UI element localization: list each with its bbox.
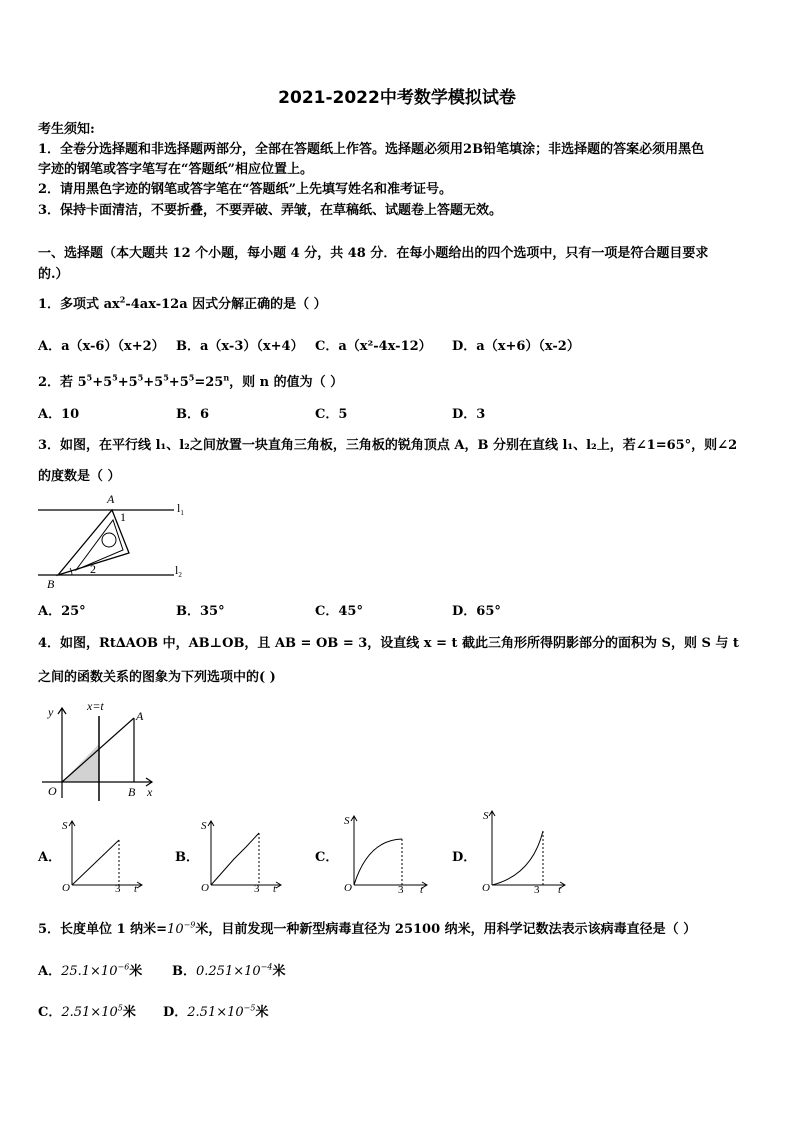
q5-option-b: B．$0.251\times 10^{-4}$米 [172,962,286,979]
section-heading-line1: 一、选择题（本大题共 12 个小题，每小题 4 分，共 48 分．在每小题给出的四个选项中，只有一项是符合题目要求 [38,246,709,261]
q3-line-l2: $l_2$ [175,563,182,579]
q4-option-a-graph [58,815,148,895]
q2-option-c: C．5 [315,407,348,422]
question-4-stem-line1: 4．如图，Rt∆AOB 中，AB⊥OB，且 AB = OB = 3，设直线 x = t 截此三角形所得阴影部分的面积为 S，则 S 与 t [38,636,739,651]
svg-text:3: 3 [398,884,404,896]
svg-text:x=t: x=t [87,699,104,713]
q4-option-c-label: C． [315,850,339,865]
question-2-stem: 2．若 $5^5+5^5+5^5+5^5+5^5=25^n$，则 n 的值为（ ） [38,372,344,390]
q5-option-c: C．$2.51\times 10^5$米 [38,1003,136,1020]
section-heading-line2: 的.） [38,267,69,282]
q5-option-d: D．$2.51\times 10^{-5}$米 [163,1003,269,1020]
notice-line-1: 1．全卷分选择题和非选择题两部分，全部在答题纸上作答。选择题必须用2B铅笔填涂；非选择题的答案必须用黑色 [38,142,705,157]
q2-option-a: A．10 [38,407,80,422]
q3-angle-2: 2 [90,562,96,576]
page-title: 2021-2022中考数学模拟试卷 [278,88,516,108]
q3-point-b: B [47,577,55,591]
q3-figure [36,490,196,590]
svg-text:x: x [147,785,153,799]
svg-text:t: t [273,883,277,895]
q3-option-c: C．45° [315,604,363,619]
q4-option-b-label: B． [175,850,199,865]
svg-text:O: O [482,882,490,894]
svg-text:A: A [136,709,144,723]
notice-line-2: 字迹的钢笔或答字笔写在“答题纸”相应位置上。 [38,162,313,177]
svg-text:y: y [48,705,54,719]
question-4-stem-line2: 之间的函数关系的图象为下列选项中的( ) [38,670,276,685]
q3-angle-1: 1 [120,510,126,524]
svg-text:S: S [201,820,207,832]
svg-text:S: S [344,815,350,827]
question-3-stem-line1: 3．如图，在平行线 l₁、l₂之间放置一块直角三角板，三角板的锐角顶点 A，B 分别在直线 l₁、l₂上，若∠1=65°，则∠2 [38,438,738,453]
notice-line-4: 3．保持卡面清洁，不要折叠，不要弄破、弄皱，在草稿纸、试题卷上答题无效。 [38,203,503,218]
svg-text:3: 3 [115,883,121,895]
svg-text:O: O [344,882,352,894]
q4-option-c-graph [338,810,433,895]
svg-text:3: 3 [254,883,260,895]
q3-point-a: A [107,492,115,506]
q2-option-b: B．6 [176,407,210,422]
q5-option-a: A．$25.1\times 10^{-6}$米 [38,962,143,979]
q4-option-d-graph [476,805,571,895]
q1-option-d: D．a（x+6）（x-2） [452,339,580,354]
svg-text:t: t [134,883,138,895]
notice-heading: 考生须知: [38,122,95,137]
q2-option-d: D．3 [452,407,486,422]
svg-text:S: S [483,810,489,822]
q1-option-b: B．a（x-3）（x+4） [176,339,304,354]
q4-main-figure [36,698,166,804]
svg-text:B: B [128,785,136,799]
question-3-stem-line2: 的度数是（ ） [38,469,121,484]
question-1-stem: 1．多项式 $ax^2-4ax-12a$ 因式分解正确的是（ ） [38,294,327,312]
question-5-stem: 5．长度单位 1 纳米$=10^{-9}$米，目前发现一种新型病毒直径为 25100 纳米，用科学记数法表示该病毒直径是（ ） [38,920,697,937]
q3-option-b: B．35° [176,604,225,619]
q4-option-a-label: A． [38,850,62,865]
svg-text:t: t [558,884,562,896]
q1-option-c: C．a（x²-4x-12） [315,339,432,354]
q4-option-d-label: D． [452,850,477,865]
svg-text:O: O [62,882,70,894]
q3-line-l1: $l_1$ [177,501,184,517]
svg-text:S: S [62,820,68,832]
notice-line-3: 2．请用黑色字迹的钢笔或答字笔在“答题纸”上先填写姓名和准考证号。 [38,182,453,197]
q4-option-b-graph [197,815,287,895]
svg-text:O: O [48,784,57,798]
svg-text:O: O [201,882,209,894]
svg-text:3: 3 [534,884,540,896]
q1-option-a: A．a（x-6）（x+2） [38,339,165,354]
svg-text:t: t [420,884,424,896]
q3-option-a: A．25° [38,604,86,619]
q3-option-d: D．65° [452,604,501,619]
